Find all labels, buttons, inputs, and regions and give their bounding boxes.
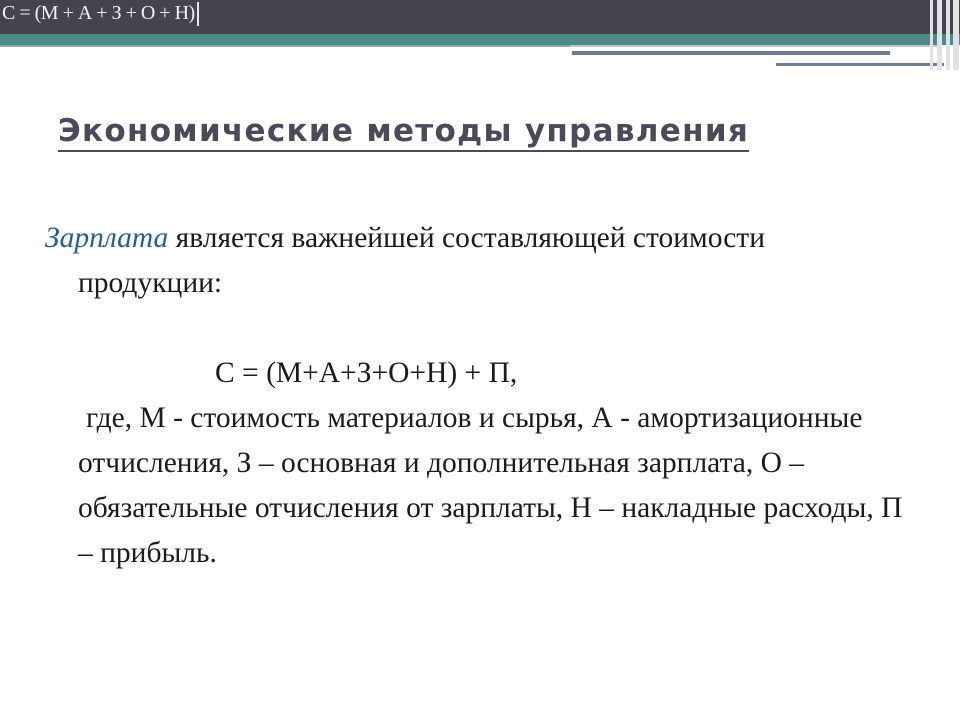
teal-band [0, 34, 960, 45]
intro-paragraph [45, 216, 915, 306]
text-cursor [197, 2, 199, 26]
formula-legend: где, М - стоимость материалов и сырья, А - амортизационные отчисления, З – основная и дополнительная зарплата, О – обязательные отчисления от зарплаты, Н – накладные расходы, П – прибыль. [78, 402, 903, 569]
accent-line-lower [776, 63, 944, 66]
intro-text: является важнейшей составляющей стоимости продукции: [78, 222, 765, 299]
formula-thumbnail: С = (М + А + З + О + Н) [2, 2, 195, 24]
cost-formula: С = (М+А+З+О+Н) + П, [215, 357, 518, 389]
teal-band-shadow [0, 45, 570, 47]
slide-body [45, 216, 915, 576]
intro-highlight: Зарплата [45, 222, 169, 254]
corner-stripes-decoration [926, 0, 960, 70]
top-bar [0, 0, 960, 34]
slide-title: Экономические методы управления [58, 113, 750, 149]
accent-line-upper [572, 51, 890, 55]
